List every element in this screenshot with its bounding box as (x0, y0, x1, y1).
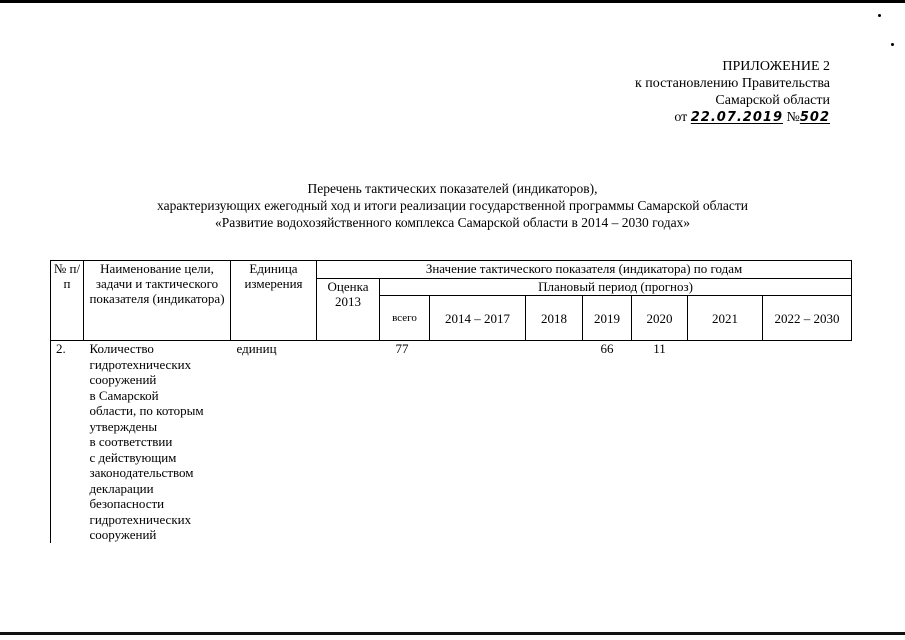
handwritten-number: 502 (799, 110, 830, 125)
name-line: гидротехнических (89, 511, 192, 527)
header-estimate: Оценка 2013 (317, 279, 380, 341)
name-line: безопасности (89, 496, 165, 511)
row-unit: единиц (236, 341, 277, 356)
name-line: в Самарской (89, 387, 159, 403)
title-line-3: «Развитие водохозяйственного комплекса Самарской области в 2014 – 2030 годах» (214, 215, 691, 230)
name-line: с действующим (89, 449, 177, 465)
row-value-2022-2030 (763, 341, 852, 543)
row-number: 2. (51, 341, 84, 543)
name-line: в соответствии (89, 434, 173, 449)
name-line: сооружений (89, 527, 157, 542)
name-line: законодательством (89, 465, 194, 480)
appendix-date-line (560, 109, 830, 126)
header-year-2022-2030: 2022 – 2030 (763, 296, 852, 341)
header-year-2019: 2019 (583, 296, 632, 341)
appendix-title: ПРИЛОЖЕНИЕ 2 (722, 59, 830, 74)
row-value-2018 (526, 341, 583, 543)
document-title (60, 180, 845, 231)
from-label: от (674, 110, 688, 125)
header-plan-group: Плановый период (прогноз) (380, 279, 852, 296)
table-row (51, 341, 852, 543)
name-line: области, по которым (89, 403, 204, 418)
appendix-region-line: Самарской области (715, 93, 830, 108)
header-number: № п/п (51, 261, 84, 341)
appendix-block (560, 58, 830, 126)
indicators-table (50, 260, 852, 543)
row-value-2014-2017 (430, 341, 526, 543)
title-line-1: Перечень тактических показателей (индикаторов), (307, 181, 598, 196)
scan-speck (891, 43, 894, 46)
header-values-group: Значение тактического показателя (индикатора) по годам (317, 261, 852, 279)
header-year-2018: 2018 (526, 296, 583, 341)
row-estimate (317, 341, 380, 543)
scan-top-edge (0, 0, 905, 3)
number-label: № (786, 110, 800, 125)
scan-speck (878, 14, 881, 17)
name-line: сооружений (89, 372, 157, 387)
row-value-2021 (688, 341, 763, 543)
handwritten-date: 22.07.2019 (690, 110, 783, 125)
title-line-2: характеризующих ежегодный ход и итоги реализации государственной программы Самарской области (157, 198, 748, 213)
row-value-2019: 66 (600, 341, 614, 356)
header-year-2020: 2020 (632, 296, 688, 341)
scan-bottom-edge (0, 632, 905, 635)
header-unit: Единица измерения (231, 261, 317, 341)
header-year-2014-2017: 2014 – 2017 (430, 296, 526, 341)
row-value-total: 77 (395, 341, 409, 356)
name-line: Количество (89, 341, 154, 356)
row-value-2020: 11 (653, 341, 666, 356)
name-line: утверждены (89, 418, 158, 434)
header-year-total: всего (380, 296, 430, 341)
header-year-2021: 2021 (688, 296, 763, 341)
appendix-resolution-line: к постановлению Правительства (634, 76, 830, 91)
row-indicator-name (84, 341, 231, 543)
header-name: Наименование цели, задачи и тактического показателя (индикатора) (84, 261, 231, 341)
name-line: гидротехнических (89, 356, 192, 372)
name-line: декларации (89, 480, 154, 496)
